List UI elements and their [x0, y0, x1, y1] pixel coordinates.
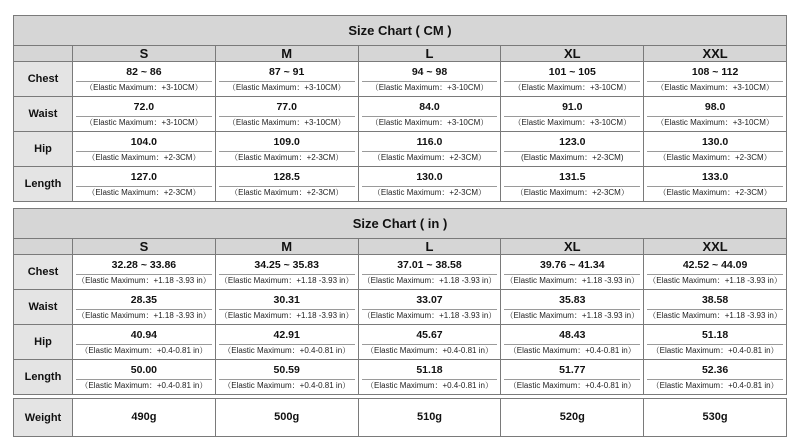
weight-value: 520g: [559, 411, 585, 423]
elastic-note: （Elastic Maximum：+2-3CM）: [504, 186, 640, 198]
measure-cell: [73, 167, 216, 202]
measure-value: 51.18: [416, 363, 443, 376]
measure-value: 131.5: [559, 170, 586, 183]
measure-cell: [501, 360, 644, 395]
weight-value: 530g: [702, 411, 728, 423]
measure-value: 77.0: [276, 100, 297, 113]
elastic-note: （Elastic Maximum：+1.18 -3.93 in）: [648, 275, 782, 285]
elastic-note: （Elastic Maximum：+0.4-0.81 in）: [504, 379, 640, 391]
measure-value: 39.76 ~ 41.34: [540, 258, 605, 271]
measure-value: 133.0: [701, 170, 729, 183]
elastic-note: （Elastic Maximum：+0.4-0.81 in）: [504, 344, 640, 356]
weight-cell: [73, 399, 216, 437]
measure-value: 94 ~ 98: [411, 65, 448, 78]
weight-cell: [358, 399, 501, 437]
elastic-note: （Elastic Maximum：+1.18 -3.93 in）: [77, 275, 211, 285]
header-corner: [14, 239, 73, 255]
elastic-note: （Elastic Maximum：+1.18 -3.93 in）: [505, 310, 640, 320]
measure-cell: [501, 290, 644, 325]
size-header: M: [215, 46, 358, 62]
elastic-note: （Elastic Maximum：+1.18 -3.93 in）: [219, 275, 354, 285]
cm-size-header-row: [14, 46, 787, 62]
measure-cell: [73, 97, 216, 132]
measure-cell: [358, 132, 501, 167]
measure-cell: [644, 255, 787, 290]
measure-cell: [73, 325, 216, 360]
row-label: Chest: [14, 255, 73, 290]
table-row: [14, 167, 787, 202]
row-label: Length: [14, 360, 73, 395]
measure-cell: [501, 255, 644, 290]
size-header: L: [358, 46, 501, 62]
size-header: S: [73, 239, 216, 255]
measure-cell: [358, 167, 501, 202]
measure-value: 104.0: [130, 135, 158, 148]
size-header: XL: [501, 239, 644, 255]
measure-value: 38.58: [701, 293, 729, 306]
elastic-note: （Elastic Maximum：+1.18 -3.93 in）: [505, 275, 640, 285]
measure-cell: [501, 62, 644, 97]
elastic-note: （Elastic Maximum：+2-3CM）: [219, 151, 355, 163]
measure-cell: [215, 97, 358, 132]
measure-value: 50.59: [273, 363, 300, 376]
measure-cell: [644, 97, 787, 132]
weight-cell: [501, 399, 644, 437]
measure-value: 51.18: [701, 328, 729, 341]
elastic-note: （Elastic Maximum：+1.18 -3.93 in）: [219, 310, 354, 320]
elastic-note: （Elastic Maximum：+3-10CM）: [362, 81, 498, 93]
measure-value: 32.28 ~ 33.86: [111, 258, 177, 271]
size-header: M: [215, 239, 358, 255]
size-chart-in-table: [13, 208, 787, 395]
measure-cell: [644, 132, 787, 167]
row-label: Hip: [14, 325, 73, 360]
elastic-note: （Elastic Maximum：+2-3CM）: [647, 151, 783, 163]
measure-value: 109.0: [273, 135, 300, 148]
elastic-note: （Elastic Maximum：+0.4-0.81 in）: [76, 379, 212, 391]
elastic-note: （Elastic Maximum：+1.18 -3.93 in）: [77, 310, 211, 320]
measure-value: 37.01 ~ 38.58: [397, 258, 462, 271]
measure-value: 42.52 ~ 44.09: [682, 258, 748, 271]
size-header: XL: [501, 46, 644, 62]
measure-cell: [644, 62, 787, 97]
measure-cell: [215, 167, 358, 202]
table-row: [14, 290, 787, 325]
row-label: Hip: [14, 132, 73, 167]
measure-value: 35.83: [559, 293, 586, 306]
elastic-note: （Elastic Maximum：+2-3CM）: [647, 186, 783, 198]
size-chart-cm-table: [13, 15, 787, 202]
measure-value: 98.0: [704, 100, 726, 113]
row-label: Waist: [14, 97, 73, 132]
table-row: [14, 132, 787, 167]
in-size-header-row: [14, 239, 787, 255]
measure-value: 128.5: [273, 170, 300, 183]
weight-table: [13, 398, 787, 437]
measure-value: 28.35: [130, 293, 158, 306]
elastic-note: （Elastic Maximum：+0.4-0.81 in）: [647, 344, 783, 356]
cm-chart-title: Size Chart ( CM ): [14, 16, 787, 46]
measure-cell: [215, 290, 358, 325]
elastic-note: （Elastic Maximum：+3-10CM）: [647, 81, 783, 93]
weight-cell: [644, 399, 787, 437]
elastic-note: （Elastic Maximum：+3-10CM）: [362, 116, 498, 128]
elastic-note: （Elastic Maximum：+3-10CM）: [76, 81, 212, 93]
header-corner: [14, 46, 73, 62]
in-chart-title: Size Chart ( in ): [14, 209, 787, 239]
measure-cell: [358, 325, 501, 360]
elastic-note: （Elastic Maximum：+3-10CM）: [647, 116, 783, 128]
weight-value: 510g: [416, 411, 443, 423]
table-row: [14, 255, 787, 290]
measure-value: 123.0: [559, 135, 586, 148]
measure-value: 84.0: [419, 100, 440, 113]
elastic-note: （Elastic Maximum：+0.4-0.81 in）: [219, 344, 355, 356]
elastic-note: （Elastic Maximum：+2-3CM）: [362, 186, 498, 198]
measure-cell: [644, 360, 787, 395]
row-label: Weight: [14, 399, 73, 437]
measure-value: 42.91: [273, 328, 300, 341]
measure-cell: [215, 325, 358, 360]
elastic-note: （Elastic Maximum：+0.4-0.81 in）: [362, 344, 498, 356]
measure-value: 87 ~ 91: [269, 65, 305, 78]
elastic-note: （Elastic Maximum：+3-10CM）: [219, 81, 355, 93]
measure-cell: [501, 97, 644, 132]
measure-cell: [358, 290, 501, 325]
elastic-note: （Elastic Maximum：+2-3CM）: [362, 151, 498, 163]
measure-cell: [358, 62, 501, 97]
measure-value: 34.25 ~ 35.83: [254, 258, 319, 271]
table-row: [14, 97, 787, 132]
elastic-note: （Elastic Maximum：+0.4-0.81 in）: [219, 379, 355, 391]
table-row: [14, 399, 787, 437]
measure-cell: [73, 360, 216, 395]
elastic-note: （Elastic Maximum：+3-10CM）: [219, 116, 355, 128]
measure-cell: [644, 290, 787, 325]
size-header: S: [73, 46, 216, 62]
measure-cell: [215, 62, 358, 97]
size-header: XXL: [644, 239, 787, 255]
elastic-note: （Elastic Maximum：+3-10CM）: [504, 116, 640, 128]
measure-cell: [644, 325, 787, 360]
measure-value: 101 ~ 105: [548, 65, 596, 78]
elastic-note: （Elastic Maximum：+2-3CM）: [219, 186, 355, 198]
measure-value: 51.77: [559, 363, 586, 376]
measure-cell: [501, 325, 644, 360]
measure-value: 30.31: [273, 293, 300, 306]
size-header: XXL: [644, 46, 787, 62]
elastic-note: （Elastic Maximum：+1.18 -3.93 in）: [362, 310, 497, 320]
measure-value: 108 ~ 112: [691, 65, 739, 78]
elastic-note: （Elastic Maximum：+2-3CM）: [76, 186, 212, 198]
elastic-note: （Elastic Maximum：+1.18 -3.93 in）: [648, 310, 782, 320]
row-label: Length: [14, 167, 73, 202]
measure-cell: [501, 132, 644, 167]
measure-cell: [215, 132, 358, 167]
measure-value: 45.67: [416, 328, 443, 341]
measure-cell: [215, 360, 358, 395]
table-row: [14, 62, 787, 97]
table-row: [14, 360, 787, 395]
elastic-note: （Elastic Maximum：+1.18 -3.93 in）: [362, 275, 497, 285]
row-label: Waist: [14, 290, 73, 325]
measure-cell: [73, 62, 216, 97]
measure-value: 50.00: [130, 363, 158, 376]
size-header: L: [358, 239, 501, 255]
measure-value: 116.0: [416, 135, 443, 148]
table-row: [14, 325, 787, 360]
measure-value: 40.94: [130, 328, 158, 341]
measure-value: 82 ~ 86: [126, 65, 162, 78]
measure-cell: [358, 360, 501, 395]
weight-value: 500g: [274, 411, 300, 423]
measure-value: 127.0: [130, 170, 158, 183]
measure-cell: [501, 167, 644, 202]
measure-cell: [73, 132, 216, 167]
elastic-note: （Elastic Maximum：+0.4-0.81 in）: [76, 344, 212, 356]
weight-cell: [215, 399, 358, 437]
measure-cell: [215, 255, 358, 290]
measure-value: 33.07: [416, 293, 443, 306]
measure-cell: [358, 97, 501, 132]
measure-value: 52.36: [701, 363, 729, 376]
measure-value: 130.0: [416, 170, 443, 183]
measure-cell: [73, 255, 216, 290]
measure-value: 130.0: [701, 135, 729, 148]
measure-value: 48.43: [559, 328, 586, 341]
measure-value: 72.0: [133, 100, 155, 113]
elastic-note: （Elastic Maximum：+3-10CM）: [504, 81, 640, 93]
measure-cell: [73, 290, 216, 325]
measure-cell: [358, 255, 501, 290]
measure-value: 91.0: [562, 100, 583, 113]
weight-value: 490g: [131, 411, 157, 423]
elastic-note: （Elastic Maximum：+0.4-0.81 in）: [362, 379, 498, 391]
measure-cell: [644, 167, 787, 202]
elastic-note: （Elastic Maximum：+2-3CM）: [76, 151, 212, 163]
elastic-note: (Elastic Maximum：+2-3CM): [504, 151, 640, 163]
elastic-note: （Elastic Maximum：+3-10CM）: [76, 116, 212, 128]
row-label: Chest: [14, 62, 73, 97]
elastic-note: （Elastic Maximum：+0.4-0.81 in）: [647, 379, 783, 391]
